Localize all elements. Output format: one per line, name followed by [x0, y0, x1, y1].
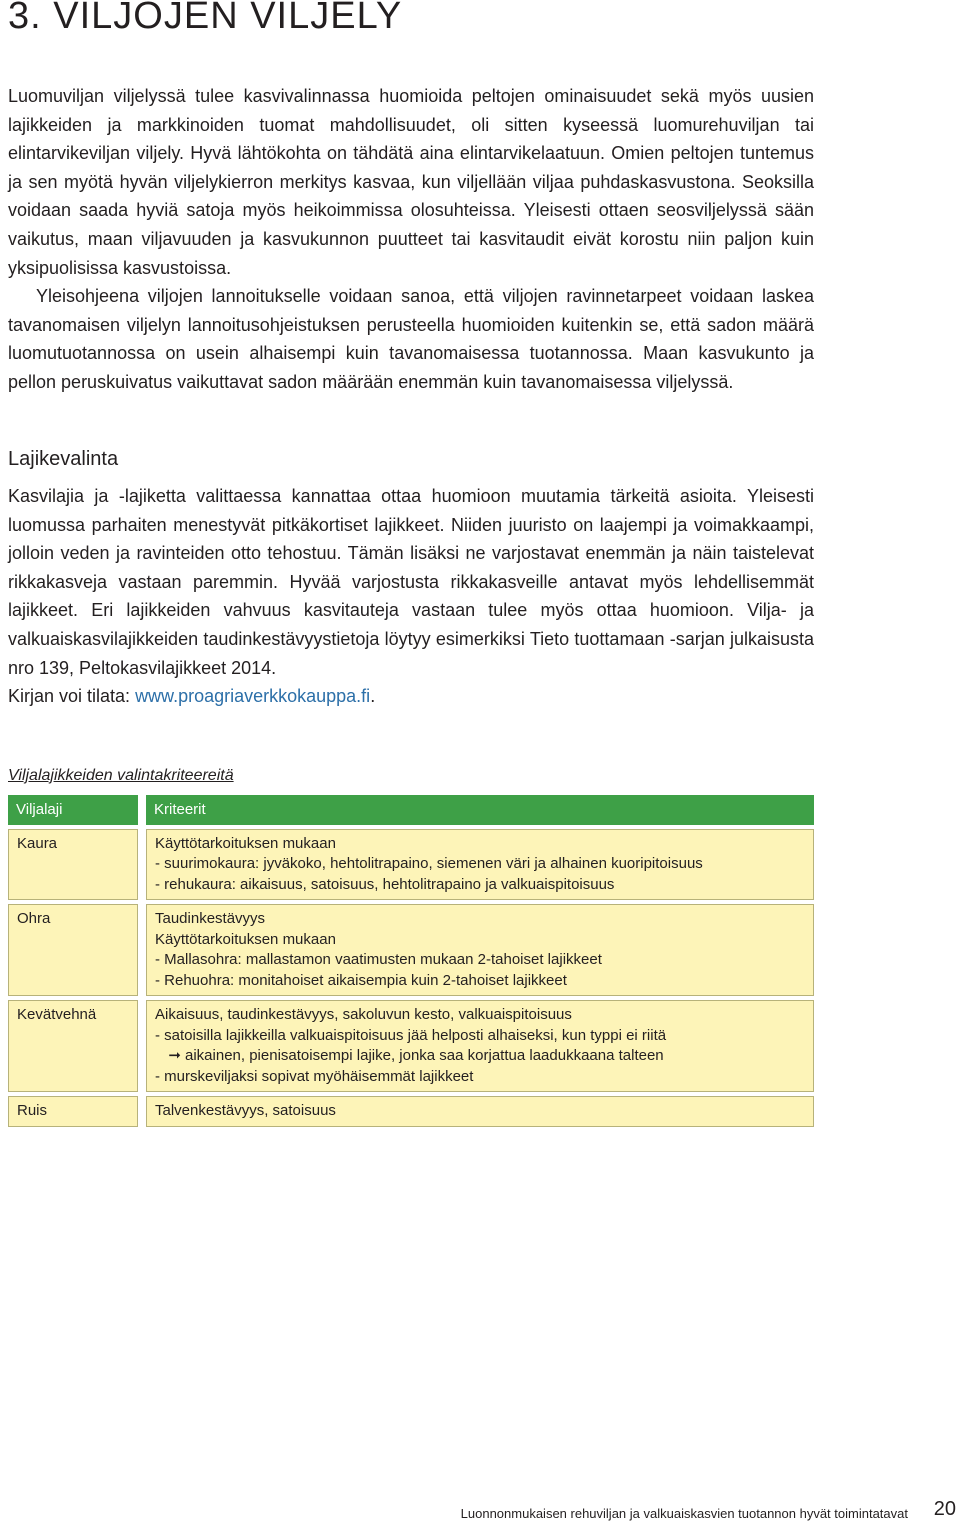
criteria-line: Käyttötarkoituksen mukaan	[155, 930, 336, 948]
intro-paragraph-1: Luomuviljan viljelyssä tulee kasvivalinnassa huomioida peltojen ominaisuudet sekä myös uusien lajikkeiden ja markkinoiden tuomat mahdollisuudet, oli sitten kyseessä luomurehuviljan tai elintarvikeviljan viljely. Hyvä lähtökohta on tähdätä aina elintarvikelaatuun. Omien peltojen tuntemus ja sen myötä hyvän viljelykierron merkitys kasvaa, kun viljellään viljaa puhdaskasvustona. Seoksilla voidaan saada hyviä satoja myös heikoimmissa olosuhteissa. Yleisesti ottaen seosviljelyssä sään vaikutus, maan viljavuuden ja kasvukunnon puutteet tai kasvitaudit eivät korostu niin paljon kuin yksipuolisissa kasvustoissa.	[8, 86, 814, 278]
criteria-line: - rehukaura: aikaisuus, satoisuus, hehtolitrapaino ja valkuaispitoisuus	[155, 875, 615, 893]
crop-cell: Kevätvehnä	[8, 1000, 138, 1092]
crop-cell: Ruis	[8, 1096, 138, 1127]
criteria-line: - suurimokaura: jyväkoko, hehtolitrapaino, siemenen väri ja alhainen kuoripitoisuus	[155, 855, 703, 872]
order-link[interactable]: www.proagriaverkkokauppa.fi	[135, 686, 371, 707]
table-row	[8, 904, 814, 996]
criteria-cell	[146, 1000, 814, 1092]
criteria-line	[155, 1046, 805, 1067]
order-suffix: .	[370, 686, 376, 707]
variety-paragraph-text: Kasvilajia ja -lajiketta valittaessa kannattaa ottaa huomioon muutamia tärkeitä asioita. Yleisesti luomussa parhaiten menestyvät pitkäkortiset lajikkeet. Niiden juuristo on laajempi ja voimakkaampi, jolloin veden ja ravinteiden otto tehostuu. Tämän lisäksi ne varjostavat enemmän ja näin taistelevat rikkakasveja vastaan paremmin. Hyvää varjostusta rikkakasveille antavat myös lehdellisemmät lajikkeet. Eri lajikkeiden vahvuus kasvitauteja vastaan tulee myös ottaa huomioon. Vilja- ja valkuaiskasvilajikkeiden taudinkestävyystietoja löytyy esimerkiksi Tieto tuottamaan -sarjan julkaisusta nro 139, Peltokasvilajikkeet 2014.	[8, 486, 814, 678]
table-row	[8, 1096, 814, 1127]
header-criteria: Kriteerit	[146, 795, 814, 829]
crop-cell: Kaura	[8, 829, 138, 901]
column-gap	[138, 1000, 146, 1092]
arrow-right-icon: ➞	[168, 1047, 181, 1064]
page-title: 3. VILJOJEN VILJELY	[8, 0, 403, 37]
footer-text: Luonnonmukaisen rehuviljan ja valkuaiskasvien tuotannon hyvät toimintatavat	[460, 1506, 908, 1521]
criteria-line: Talvenkestävyys, satoisuus	[155, 1102, 336, 1119]
table-header-row	[8, 795, 814, 829]
criteria-line: - satoisilla lajikkeilla valkuaispitoisuus jää helposti alhaiseksi, kun typpi ei riitä	[155, 1026, 667, 1044]
table-row	[8, 829, 814, 901]
criteria-line: - murskeviljaksi sopivat myöhäisemmät lajikkeet	[155, 1067, 474, 1085]
criteria-cell	[146, 1096, 814, 1127]
criteria-line: Käyttötarkoituksen mukaan	[155, 834, 336, 852]
criteria-line-text: aikainen, pienisatoisempi lajike, jonka saa korjattua laadukkaana talteen	[185, 1047, 664, 1064]
crop-cell: Ohra	[8, 904, 138, 996]
variety-text	[8, 482, 814, 711]
criteria-cell	[146, 829, 814, 901]
header-crop: Viljalaji	[8, 795, 138, 829]
criteria-line: Aikaisuus, taudinkestävyys, sakoluvun kesto, valkuaispitoisuus	[155, 1006, 572, 1023]
column-gap	[138, 1096, 146, 1127]
column-gap	[138, 795, 146, 829]
column-gap	[138, 904, 146, 996]
intro-text	[8, 82, 814, 397]
section-heading: Lajikevalinta	[8, 448, 119, 470]
criteria-line: - Mallasohra: mallastamon vaatimusten mukaan 2-tahoiset lajikkeet	[155, 951, 602, 968]
variety-paragraph	[8, 482, 814, 711]
criteria-line: - Rehuohra: monitahoiset aikaisempia kuin 2-tahoiset lajikkeet	[155, 971, 567, 989]
order-prefix: Kirjan voi tilata:	[8, 686, 136, 707]
table-caption: Viljalajikkeiden valintakriteereitä	[8, 767, 234, 784]
page-number: 20	[933, 1498, 956, 1520]
criteria-cell	[146, 904, 814, 996]
intro-paragraph-2: Yleisohjeena viljojen lannoitukselle voidaan sanoa, että viljojen ravinnetarpeet voidaan laskea tavanomaisen viljelyn lannoitusohjeistuksen perusteella huomioiden kuitenkin se, että sadon määrä luomutuotannossa on usein alhaisempi kuin tavanomaisessa tuotannossa. Maan kasvukunto ja pellon peruskuivatus vaikuttavat sadon määrään enemmän kuin tavanomaisessa viljelyssä.	[8, 286, 814, 392]
column-gap	[138, 829, 146, 901]
criteria-table	[8, 795, 814, 1127]
criteria-line: Taudinkestävyys	[155, 910, 266, 927]
table-row	[8, 1000, 814, 1092]
